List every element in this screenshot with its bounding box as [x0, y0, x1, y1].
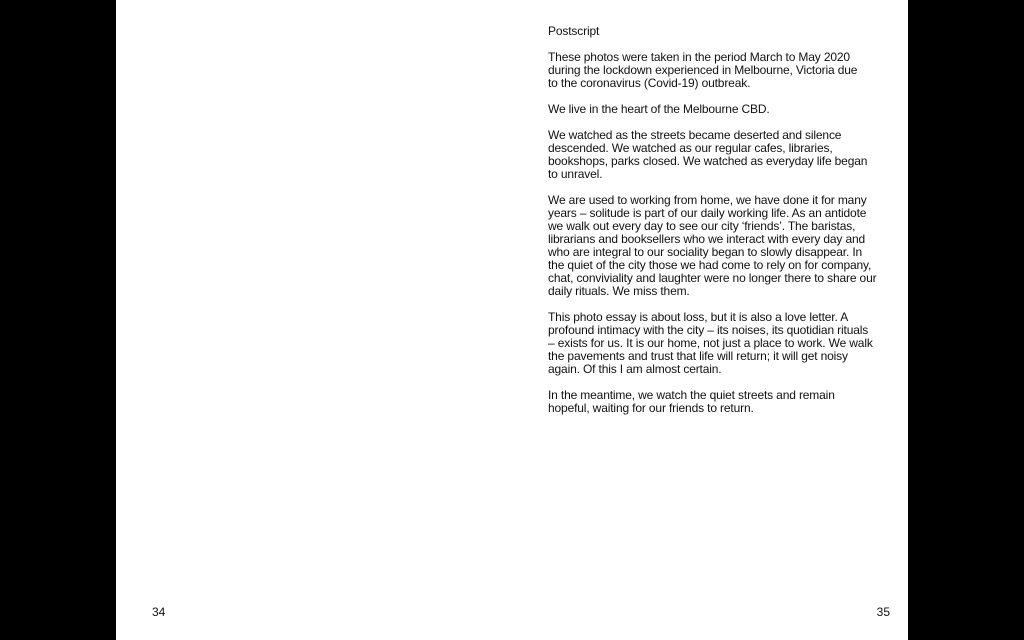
text-line: we walk out every day to see our city ‘friends’. The baristas,	[548, 219, 856, 233]
text-line: chat, conviviality and laughter were no longer there to share our	[548, 271, 877, 285]
book-spread	[116, 0, 908, 640]
paragraph	[548, 311, 888, 376]
text-line: again. Of this I am almost certain.	[548, 362, 722, 376]
paragraph	[548, 103, 888, 116]
text-line: hopeful, waiting for our friends to return.	[548, 401, 754, 415]
paragraph	[548, 389, 888, 415]
text-line: profound intimacy with the city – its noises, its quotidian rituals	[548, 323, 869, 337]
left-page-number: 34	[152, 605, 166, 619]
text-line: during the lockdown experienced in Melbourne, Victoria due	[548, 63, 858, 77]
text-line: years – solitude is part of our daily working life. As an antidote	[548, 206, 867, 220]
text-line: the pavements and trust that life will return; it will get noisy	[548, 349, 848, 363]
paragraph	[548, 51, 888, 90]
right-page	[512, 0, 908, 640]
text-line: In the meantime, we watch the quiet streets and remain	[548, 388, 835, 402]
paragraph	[548, 129, 888, 181]
text-line: We watched as the streets became deserted and silence	[548, 128, 842, 142]
postscript-heading: Postscript	[548, 24, 600, 38]
text-line: to the coronavirus (Covid-19) outbreak.	[548, 76, 751, 90]
text-line: bookshops, parks closed. We watched as everyday life began	[548, 154, 868, 168]
text-line: This photo essay is about loss, but it is also a love letter. A	[548, 310, 849, 324]
left-page	[116, 0, 512, 640]
text-line: We live in the heart of the Melbourne CBD.	[548, 102, 770, 116]
text-line: descended. We watched as our regular cafes, libraries,	[548, 141, 833, 155]
text-line: daily rituals. We miss them.	[548, 284, 690, 298]
paragraph	[548, 194, 888, 298]
text-line: These photos were taken in the period March to May 2020	[548, 50, 850, 64]
text-line: who are integral to our sociality began to slowly disappear. In	[548, 245, 863, 259]
text-line: – exists for us. It is our home, not just a place to work. We walk	[548, 336, 873, 350]
text-line: librarians and booksellers who we interact with every day and	[548, 232, 866, 246]
text-line: the quiet of the city those we had come to rely on for company,	[548, 258, 872, 272]
text-line: We are used to working from home, we have done it for many	[548, 193, 867, 207]
text-line: to unravel.	[548, 167, 603, 181]
right-page-number: 35	[876, 605, 890, 619]
postscript-text	[548, 25, 888, 428]
